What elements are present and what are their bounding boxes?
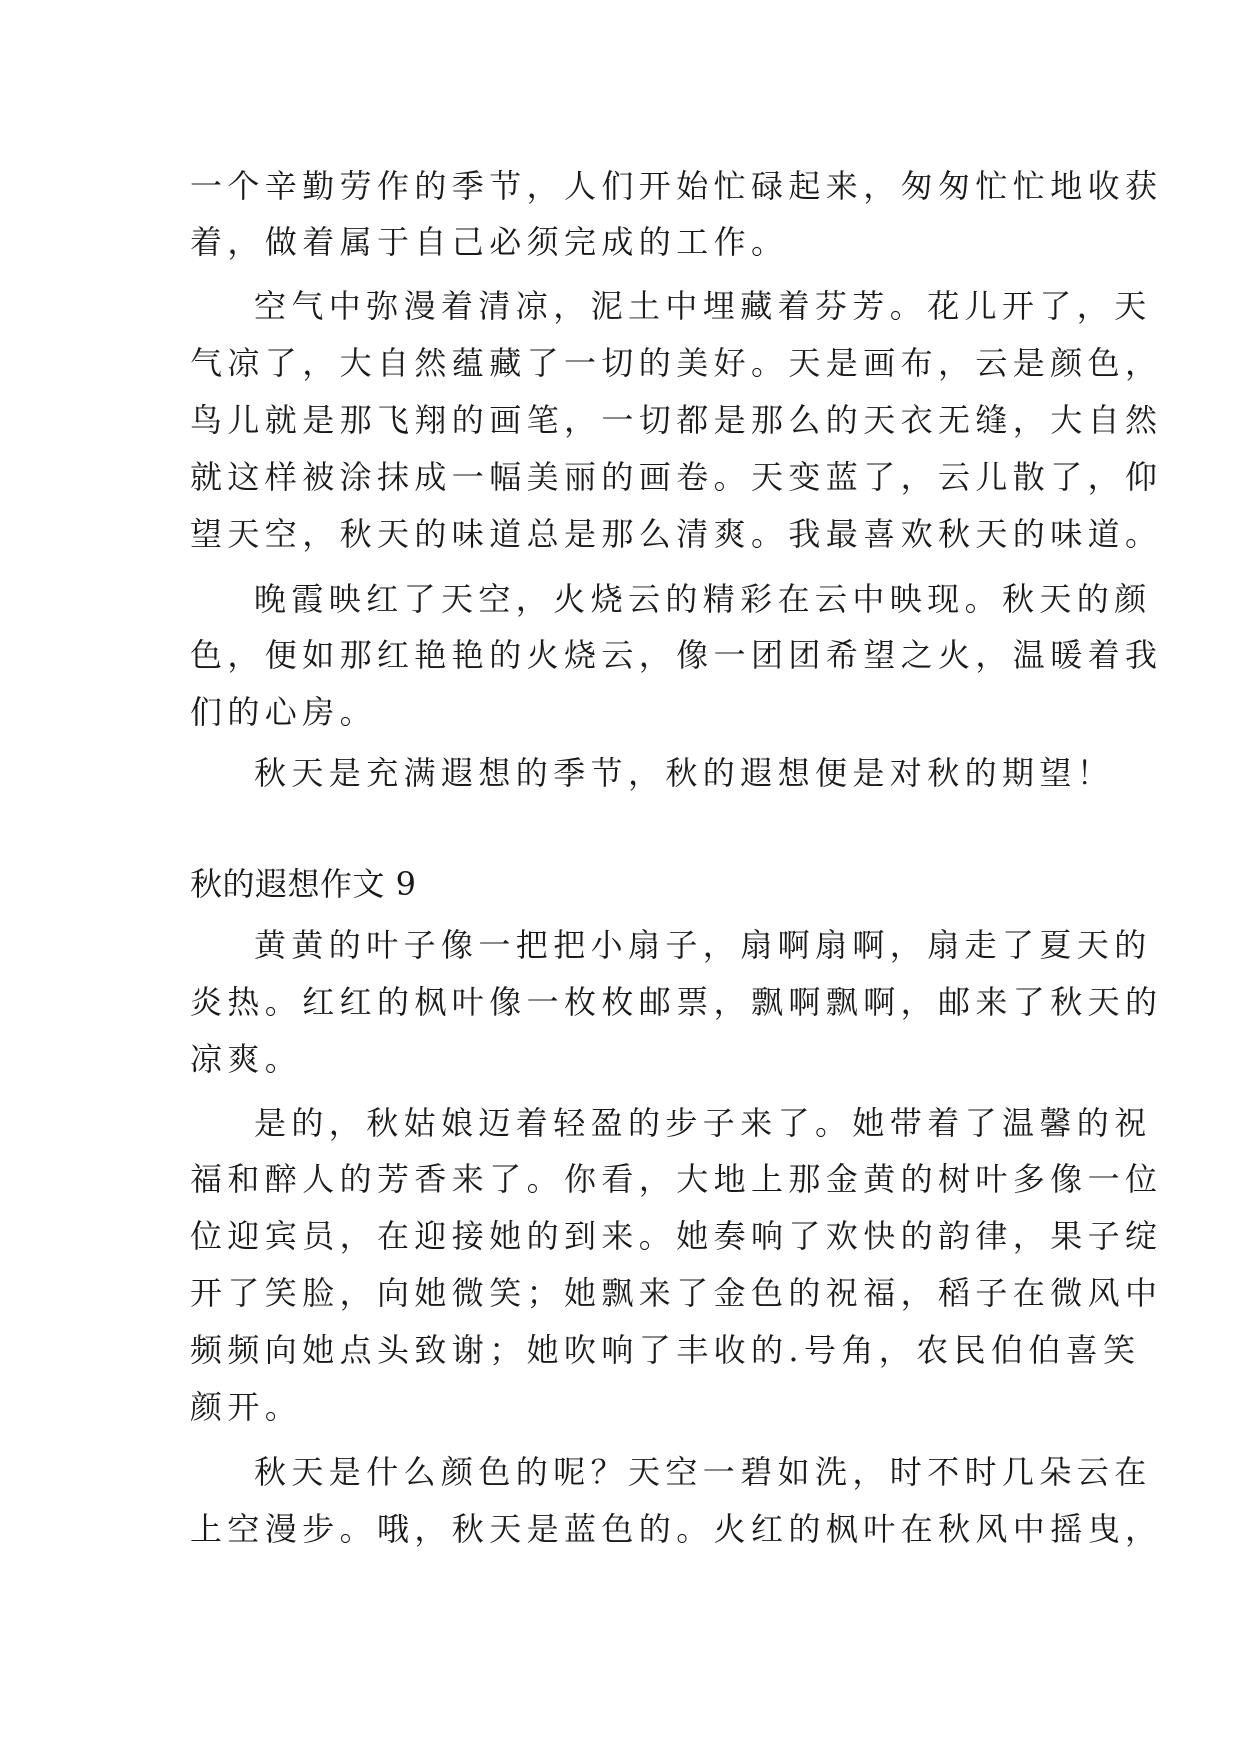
paragraph-first-line: 黄黄的叶子像一把把小扇子，扇啊扇啊，扇走了夏天的 [254, 926, 1152, 964]
paragraph-first-line: 秋天是充满遐想的季节，秋的遐想便是对秋的期望！ [254, 754, 1115, 792]
text-line: 色，便如那红艳艳的火烧云，像一团团希望之火，温暖着我 [190, 636, 1163, 674]
text-line: 颜开。 [190, 1388, 303, 1426]
text-line: 着，做着属于自己必须完成的工作。 [190, 223, 789, 261]
paragraph-first-line: 秋天是什么颜色的呢？天空一碧如洗，时不时几朵云在 [254, 1453, 1152, 1491]
text-line: 福和醉人的芳香来了。你看，大地上那金黄的树叶多像一位 [190, 1160, 1163, 1198]
text-line: 气凉了，大自然蕴藏了一切的美好。天是画布，云是颜色， [190, 344, 1163, 382]
text-line: 炎热。红红的枫叶像一枚枚邮票，飘啊飘啊，邮来了秋天的 [190, 983, 1163, 1021]
text-line: 开了笑脸，向她微笑；她飘来了金色的祝福，稻子在微风中 [190, 1274, 1163, 1312]
text-line: 凉爽。 [190, 1040, 303, 1078]
text-line: 就这样被涂抹成一幅美丽的画卷。天变蓝了，云儿散了，仰 [190, 458, 1163, 496]
paragraph-first-line: 是的，秋姑娘迈着轻盈的步子来了。她带着了温馨的祝 [254, 1104, 1152, 1142]
text-line: 上空漫步。哦，秋天是蓝色的。火红的枫叶在秋风中摇曳， [190, 1510, 1163, 1548]
section-heading: 秋的遐想作文 9 [190, 865, 417, 903]
text-line: 一个辛勤劳作的季节，人们开始忙碌起来，匆匆忙忙地收获 [190, 167, 1163, 205]
text-line: 鸟儿就是那飞翔的画笔，一切都是那么的天衣无缝，大自然 [190, 401, 1163, 439]
text-line: 频频向她点头致谢；她吹响了丰收的.号角，农民伯伯喜笑 [190, 1331, 1141, 1369]
text-line: 们的心房。 [190, 693, 378, 731]
text-line: 望天空，秋天的味道总是那么清爽。我最喜欢秋天的味道。 [190, 515, 1163, 553]
paragraph-first-line: 空气中弥漫着清凉，泥土中埋藏着芬芳。花儿开了，天 [254, 287, 1152, 325]
paragraph-first-line: 晚霞映红了天空，火烧云的精彩在云中映现。秋天的颜 [254, 580, 1152, 618]
text-line: 位迎宾员，在迎接她的到来。她奏响了欢快的韵律，果子绽 [190, 1217, 1163, 1255]
